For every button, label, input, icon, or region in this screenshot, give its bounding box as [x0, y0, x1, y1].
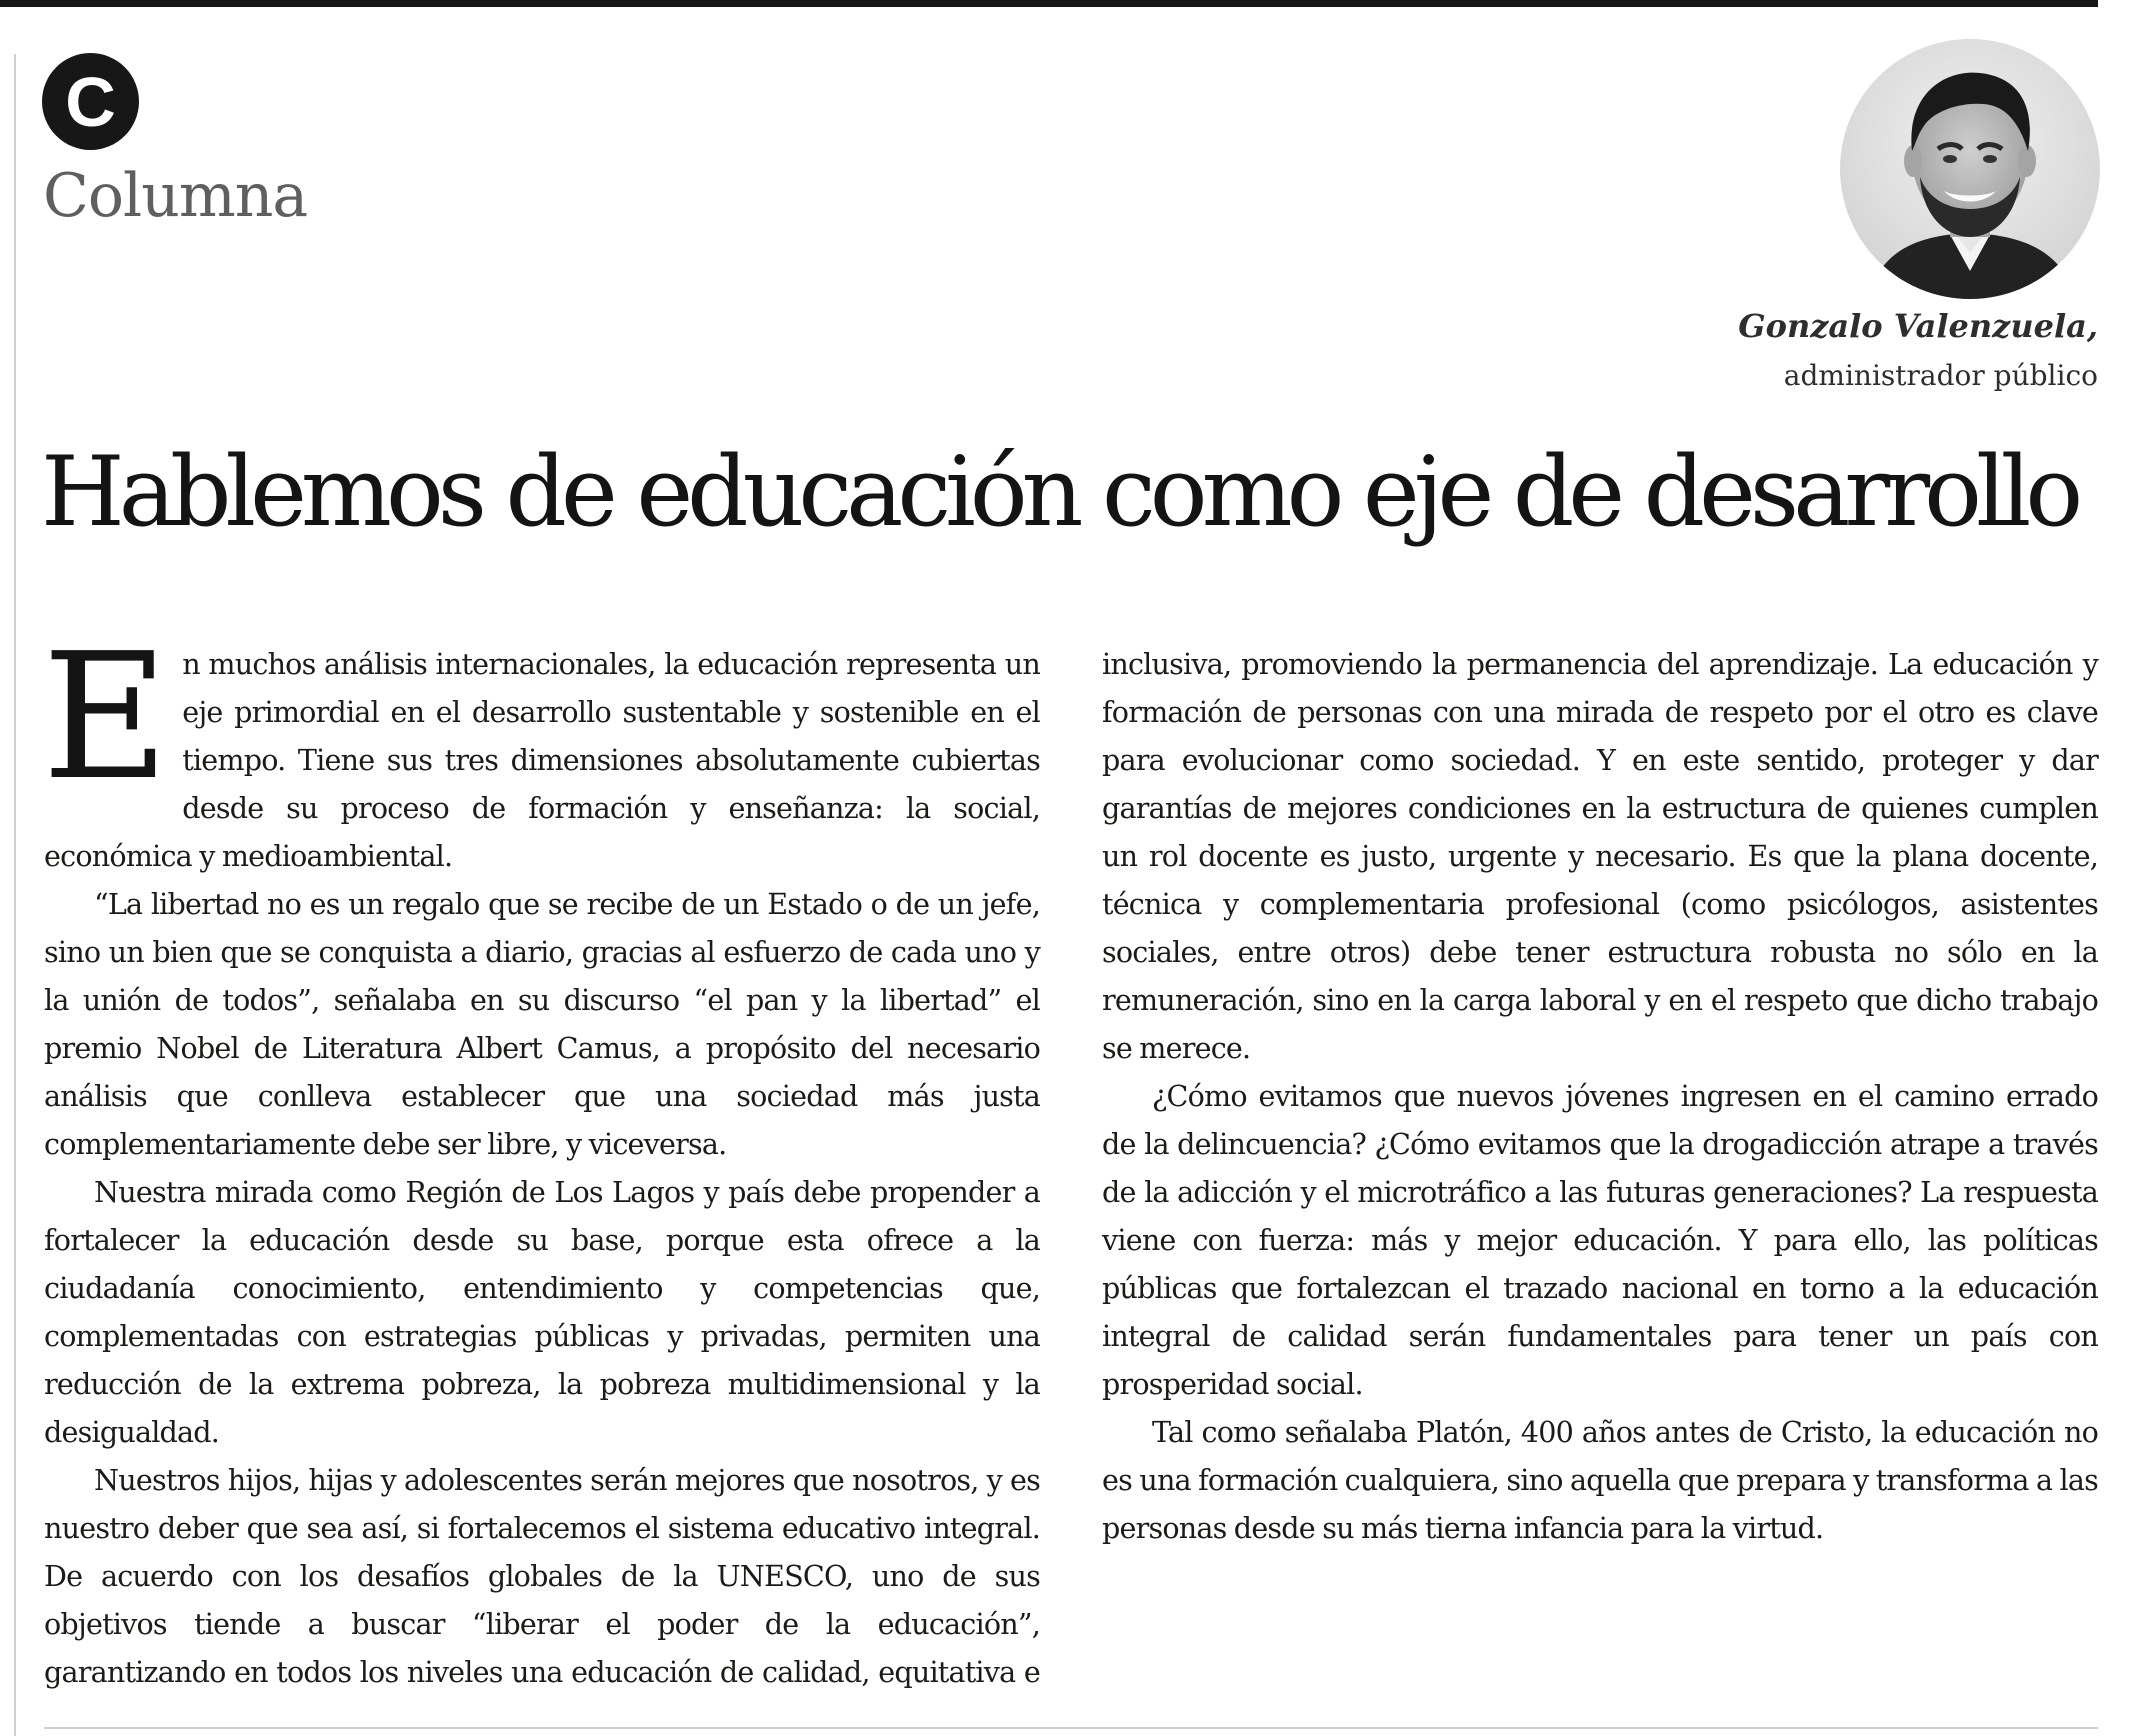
bottom-rule: [44, 1727, 2098, 1729]
body-paragraph: “La libertad no es un regalo que se recibe de un Estado o de un jefe, sino un bien que se conquista a diario, gracias al esfuerzo de cada uno y la unión de todos”, señalaba en su discurso “el pan y la libertad” el premio Nobel de Literatura Albert Camus, a propósito del necesario análisis que conlleva establecer que una sociedad más justa complementariamente debe ser libre, y viceversa.: [44, 887, 1040, 1161]
headline: Hablemos de educación como eje de desarrollo: [41, 436, 2078, 548]
paragraph-text: n muchos análisis internacionales, la educación representa un eje primordial en el desarrollo sustentable y sostenible en el tiempo. Tiene sus tres dimensiones absolutamente cubiertas desde su proceso de formación y enseñanza: la social, económica y medioambiental.: [44, 647, 1040, 873]
body-paragraph: Nuestros hijos, hijas y adolescentes serán mejores que nosotros, y es nuestro deber que sea así, si fortalecemos el sistema educativo integral. De acuerdo con los desafíos globales de la UNESCO, uno de sus objetivos tiende a buscar “liberar el poder de la educación”, garantizando en todos los niveles una educación de calidad, equitativa e inclusiva, promoviendo la permanencia del aprendizaje. La educación y formación de personas con una mirada de respeto por el otro es clave para evolucionar como sociedad. Y en este sentido, proteger y dar garantías de mejores condiciones en la estructura de quienes cumplen un rol docente es justo, urgente y necesario. Es que la plana docente, técnica y complementaria profesional (como psicólogos, asistentes sociales, entre otros) debe tener estructura robusta no sólo en la remuneración, sino en la carga laboral y en el respeto que dicho trabajo se merece.: [44, 647, 2098, 1689]
top-rule: [0, 0, 2098, 7]
column-divider: [14, 54, 16, 1736]
body-paragraph: [42, 616, 1040, 880]
body-paragraph: Nuestra mirada como Región de Los Lagos y país debe propender a fortalecer la educación desde su base, porque esta ofrece a la ciudadanía conocimiento, entendimiento y competencias que, complementadas con estrategias públicas y privadas, permiten una reducción de la extrema pobreza, la pobreza multidimensional y la desigualdad.: [44, 1175, 1040, 1449]
drop-cap: E: [42, 616, 169, 819]
author-photo: [1840, 39, 2100, 299]
section-badge: C: [42, 53, 139, 150]
section-label: Columna: [43, 161, 308, 231]
body-paragraph: ¿Cómo evitamos que nuevos jóvenes ingresen en el camino errado de la delincuencia? ¿Cómo evitamos que la drogadicción atrape a través de la adicción y el microtráfico a las futuras generaciones? La respuesta viene con fuerza: más y mejor educación. Y para ello, las políticas públicas que fortalezcan el trazado nacional en torno a la educación integral de calidad serán fundamentales para tener un país con prosperidad social.: [1102, 1079, 2098, 1401]
body-paragraph: Tal como señalaba Platón, 400 años antes de Cristo, la educación no es una formación cualquiera, sino aquella que prepara y transforma a las personas desde su más tierna infancia para la virtud.: [1102, 1415, 2098, 1545]
author-name: Gonzalo Valenzuela,: [1738, 307, 2098, 345]
author-role: administrador público: [1783, 359, 2098, 392]
article-body: [42, 616, 2098, 1702]
